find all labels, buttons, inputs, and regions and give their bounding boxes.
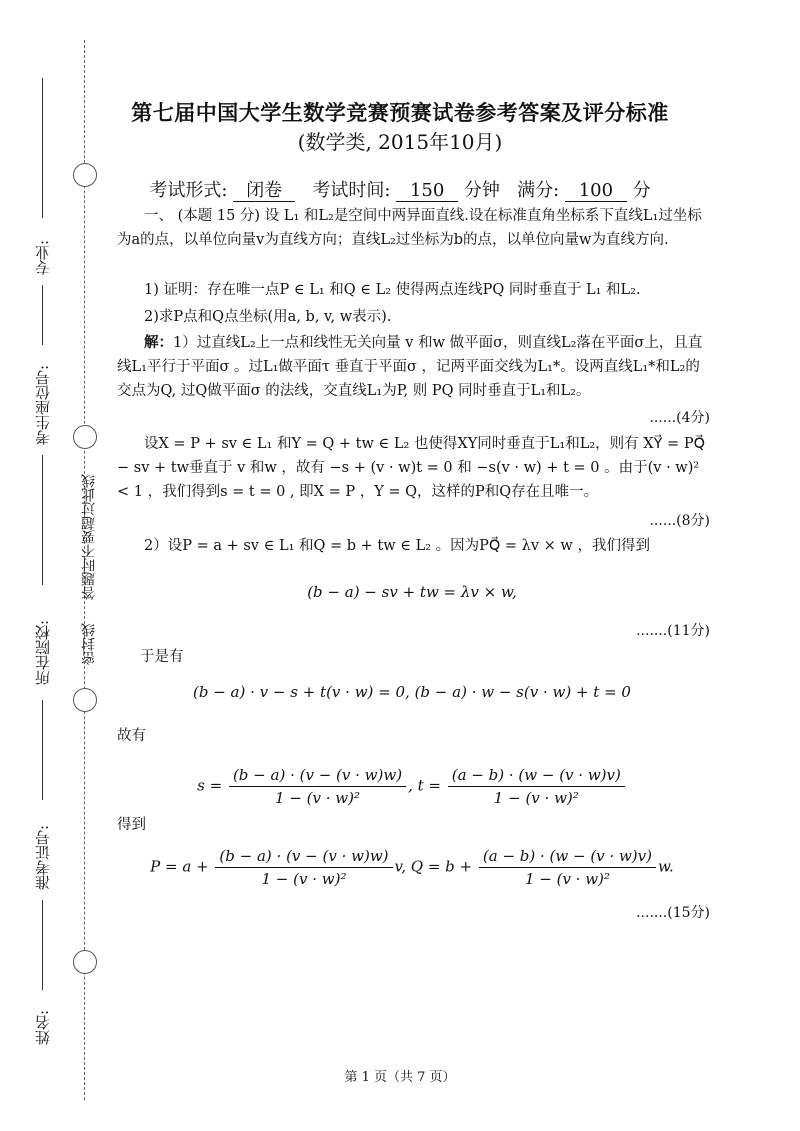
score-marker: ......(8分) — [649, 513, 710, 529]
equation-2: (b − a) · v − s + t(v · w) = 0, (b − a) · w − s(v · w) + t = 0 — [193, 683, 631, 701]
binding-hole — [73, 950, 97, 974]
school-label: 所在院校: — [34, 619, 52, 685]
equation-4: P = a + $\frac{(b - a) \cdot (v - (v \cdot w)w)}{\text{1 − (v · w)²}}$ v, Q = b + $\frac{(a - b) \cdot (w - (v \cdot w)v)}{\text{1 − (v · w)²}}$ w. — [150, 847, 674, 888]
full-score-value: 100 — [565, 181, 627, 202]
seal-line-note: 密封线 — [81, 623, 97, 665]
text-guyou: 故有 — [117, 728, 146, 744]
exam-id-label: 准考证号: — [34, 824, 52, 890]
name-field-line — [42, 900, 43, 990]
solution-paragraph-2: 设X = P + sv ∈ L₁ 和Y = Q + tw ∈ L₂ 也使得XY同时垂直于L₁和L₂，则有 XY⃗ = PQ⃗ − sv + tw垂直于 v 和w ，故有 −s + (v · w)t = 0 和 −s(v · w) + t = 0 。由于(v · w)² < 1 ，我们得到s = t = 0 , 即X = P ，Y = Q，这样的P和Q存在且唯一。 — [117, 436, 705, 500]
seat-field-line — [42, 285, 43, 345]
fraction-t: $\frac{(a - b) \cdot (w - (v \cdot w)v)}{\text{1 − (v · w)²}}$ — [448, 766, 625, 807]
full-score-unit: 分 — [632, 180, 651, 201]
page-title: 第七届中国大学生数学竞赛预赛试卷参考答案及评分标准 — [131, 100, 669, 125]
exam-form-value: 闭卷 — [233, 181, 295, 202]
score-marker: .......(11分) — [636, 623, 710, 639]
major-label: 专业: — [34, 239, 52, 275]
exam-info — [0, 176, 800, 202]
score-marker: ......(4分) — [649, 410, 710, 426]
exam-time-unit: 分钟 — [463, 180, 500, 201]
solution-paragraph-1 — [117, 331, 707, 403]
text-dedao: 得到 — [117, 817, 146, 833]
problem-statement: 一、 (本题 15 分) 设 L₁ 和L₂是空间中两异面直线.设在标准直角坐标系下直线L₁过坐标为a的点，以单位向量v为直线方向；直线L₂过坐标为b的点，以单位向量w为直线方向. — [117, 208, 702, 248]
exam-id-field-line — [42, 700, 43, 800]
equation-3: s = $\frac{(b - a) \cdot (v - (v \cdot w)w)}{\text{1 − (v · w)²}}$ , t = $\frac{(a - b) \cdot (w - (v \cdot w)v)}{\text{1 − (v · w)²}}$ — [117, 766, 707, 807]
fraction-s: $\frac{(b - a) \cdot (v - (v \cdot w)w)}{\text{1 − (v · w)²}}$ — [229, 766, 406, 807]
fraction-q: $\frac{(a - b) \cdot (w - (v \cdot w)v)}{\text{1 − (v · w)²}}$ — [479, 847, 656, 888]
text-yushiyou: 于是有 — [140, 649, 184, 665]
solution-label: 解： — [144, 334, 173, 351]
exam-form-label: 考试形式: — [149, 180, 228, 201]
page-subtitle: (数学类, 2015年10月) — [297, 130, 503, 154]
exam-time-value: 150 — [396, 181, 458, 202]
binding-hole — [73, 688, 97, 712]
solution-text-1: 1）过直线L₂上一点和线性无关向量 v 和w 做平面σ，则直线L₂落在平面σ上，且直线L₁平行于平面σ 。过L₁做平面τ 垂直于平面σ ，记两平面交线为L₁*。设两直线L₁*和L₂的交点为Q, 过Q做平面σ 的法线，交直线L₁为P, 则 PQ 同时垂直于L₁和L₂。 — [117, 335, 703, 399]
no-answer-beyond-note: 答题时不要超过此线 — [81, 474, 97, 600]
problem-part2: 2)求P点和Q点坐标(用a, b, v, w表示). — [144, 309, 392, 325]
name-label: 姓名: — [34, 1009, 52, 1045]
fraction-p: $\frac{(b - a) \cdot (v - (v \cdot w)w)}{\text{1 − (v · w)²}}$ — [215, 847, 392, 888]
problem-part1: 1) 证明：存在唯一点P ∈ L₁ 和Q ∈ L₂ 使得两点连线PQ 同时垂直于 L₁ 和L₂. — [144, 282, 641, 298]
score-marker: .......(15分) — [636, 905, 710, 921]
seat-number-label: 考生座位号: — [34, 364, 52, 445]
exam-time-label: 考试时间: — [312, 180, 391, 201]
page-number: 第 1 页（共 7 页） — [344, 1070, 456, 1085]
equation-1: (b − a) − sv + tw = λv × w, — [307, 583, 517, 601]
solution-paragraph-3: 2）设P = a + sv ∈ L₁ 和Q = b + tw ∈ L₂ 。因为PQ⃗ = λv × w ，我们得到 — [144, 538, 650, 554]
school-field-line — [42, 455, 43, 585]
full-score-label: 满分: — [517, 180, 560, 201]
